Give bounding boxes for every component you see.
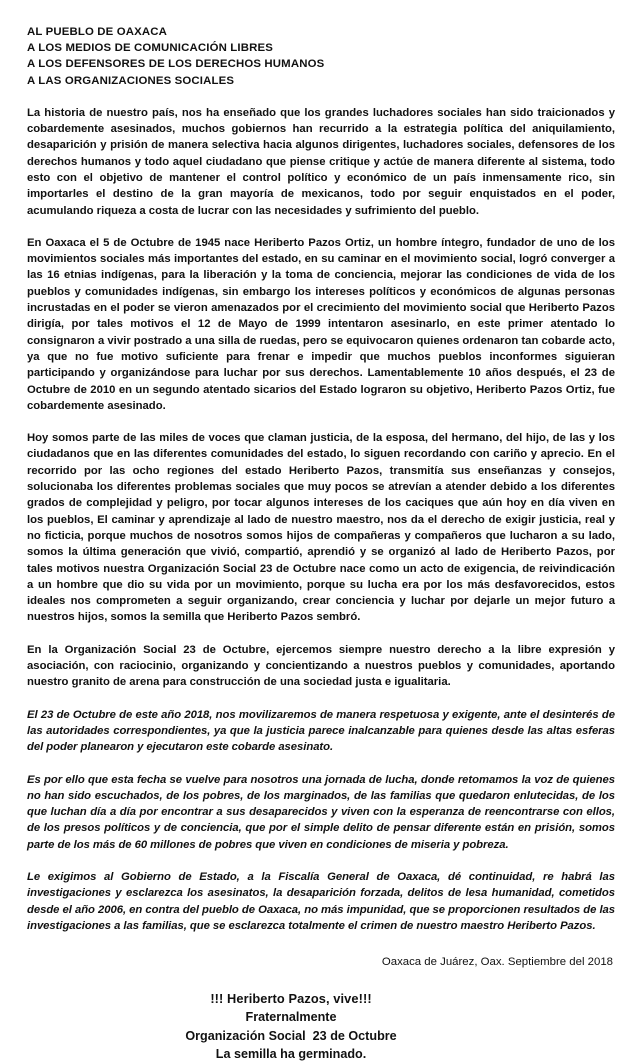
signature-line-closing-motto: La semilla ha germinado. (215, 1046, 367, 1061)
body-paragraph-1: La historia de nuestro país, nos ha enseñado que los grandes luchadores sociales han sido traicionados y cobardemente asesinados, muchos gobiernos han recurrido a la estrategia política del aniquilamiento, desaparición y prisión de manera selectiva hacia algunos dirigentes, luchadores sociales, defensores de los derechos humanos y todo aquel ciudadano que piense critique y actúe de manera diferente al sistema, todo esto con el objetivo de mantener el control político y económico de un país inmensamente rico, sin importarles el destino de la gran mayoría de mexicanos, todo por seguir enquistados en el poder, acumulando riqueza a costa de lucrar con las necesidades y sufrimiento del pueblo. (27, 106, 615, 217)
signature-line-slogan: !!! Heriberto Pazos, vive!!! (210, 991, 372, 1007)
addressee-line-defensores: A LOS DEFENSORES DE LOS DERECHOS HUMANOS (27, 58, 325, 71)
body-paragraph-4: En la Organización Social 23 de Octubre, ejercemos siempre nuestro derecho a la libre expresión y asociación, con raciocinio, organizando y concientizando a nuestros pueblos y comunidades, aportando nuestro granito de arena para construcción de una sociedad justa e igualitaria. (27, 643, 615, 689)
signature-block (27, 990, 637, 1063)
signature-line-organization: Organización Social 23 de Octubre (185, 1028, 397, 1043)
body-paragraph-2: En Oaxaca el 5 de Octubre de 1945 nace Heriberto Pazos Ortiz, un hombre íntegro, fundador de uno de los movimientos sociales más importantes del estado, en su caminar en el movimiento social, logró converger a las 16 etnias indígenas, para la liberación y la toma de conciencia, mejorar las condiciones de vida de los pueblos y comunidades indígenas, sin embargo los intereses políticos y económicos de algunas personas incrustadas en el poder se vieron amenazados por el crecimiento del movimiento social que Heriberto Pazos dirigía, por tales motivos el 12 de Mayo de 1999 intentaron asesinarlo, en este primer atentado lo consignaron a vivir postrado a una silla de ruedas, pero se equivocaron quienes ordenaron tan cobarde acto, ya que no fue motivo suficiente para frenar e impedir que muchos pueblos inconformes siguieran participando y organizándose para luchar por sus derechos. Lamentablemente 10 años después, el 23 de Octubre de 2010 en un segundo atentado sicarios del Estado lograron su objetivo, Heriberto Pazos Ortiz, fue cobardemente asesinado. (27, 236, 615, 412)
place-date-row (27, 952, 615, 970)
body-paragraph-7-demands: Le exigimos al Gobierno de Estado, a la Fiscalía General de Oaxaca, dé continuidad, re habrá las investigaciones y esclarezca los asesinatos, la desaparición forzada, delitos de lesa humanidad, cometidos desde el año 2006, en contra del pueblo de Oaxaca, no más impunidad, que se proporcionen resultados de las investigaciones a las familias, que se esclarezca totalmente el crimen de nuestro maestro Heriberto Pazos. (27, 870, 615, 932)
body-paragraph-5-mobilization: El 23 de Octubre de este año 2018, nos movilizaremos de manera respetuosa y exigente, ante el desinterés de las autoridades correspondientes, ya que la justicia parece inalcanzable para quienes desde las altas esferas del poder planearon y ejecutaron este cobarde asesinato. (27, 708, 615, 754)
place-date: Oaxaca de Juárez, Oax. Septiembre del 2018 (381, 956, 613, 969)
addressee-line-pueblo: AL PUEBLO DE OAXACA (27, 26, 167, 38)
body-paragraph-3: Hoy somos parte de las miles de voces que claman justicia, de la esposa, del hermano, del hijo, de las y los ciudadanos que en las diferentes comunidades del estado, lo siguen recordando con cariño y aprecio. En el recorrido por las ocho regiones del estado Heriberto Pazos, transmitía sus enseñanzas y consejos, solucionaba los diferentes problemas sociales que muy pocos se atrevían a atender debido a los diferentes grados de complejidad y peligro, por tocar algunos intereses de los caciques que aún hoy en día viven en los pueblos, El caminar y aprendizaje al lado de nuestro maestro, nos da el derecho de exigir justicia, real y no ficticia, porque muchos de nosotros somos hijos de compañeras y compañeros que lucharon a su lado, somos la última generación que vivió, compartió, aprendió y se organizó al lado de Heriberto Pazos, por tales motivos nuestra Organización Social 23 de Octubre nace como un acto de exigencia, de reivindicación a un hombre que dio su vida por un movimiento, porque su lucha era por los más desfavorecidos, estos ideales nos comprometen a seguir organizando, crear conciencia y luchar por dejarle un mejor futuro a nuestros hijos, somos la semilla que Heriberto Pazos sembró. (27, 432, 615, 624)
body-content (27, 105, 615, 934)
body-paragraph-6-day-of-struggle: Es por ello que esta fecha se vuelve para nosotros una jornada de lucha, donde retomamos la voz de quienes no han sido escuchados, de los pobres, de los marginados, de las familias que quedaron enlutecidas, de los que luchan día a día por encontrar a sus desaparecidos y viven con la esperanza de reencontrarse con ellos, de los presos políticos y de conciencia, que por el simple delito de pensar diferente están en prisión, somos parte de los más de 60 millones de pobres que viven en condiciones de miseria y pobreza. (27, 773, 615, 851)
addressee-line-medios: A LOS MEDIOS DE COMUNICACIÓN LIBRES (27, 42, 273, 55)
signature-line-fraternalmente: Fraternalmente (245, 1010, 337, 1025)
addressee-line-organizaciones: A LAS ORGANIZACIONES SOCIALES (27, 74, 235, 87)
addressee-block (27, 24, 615, 89)
